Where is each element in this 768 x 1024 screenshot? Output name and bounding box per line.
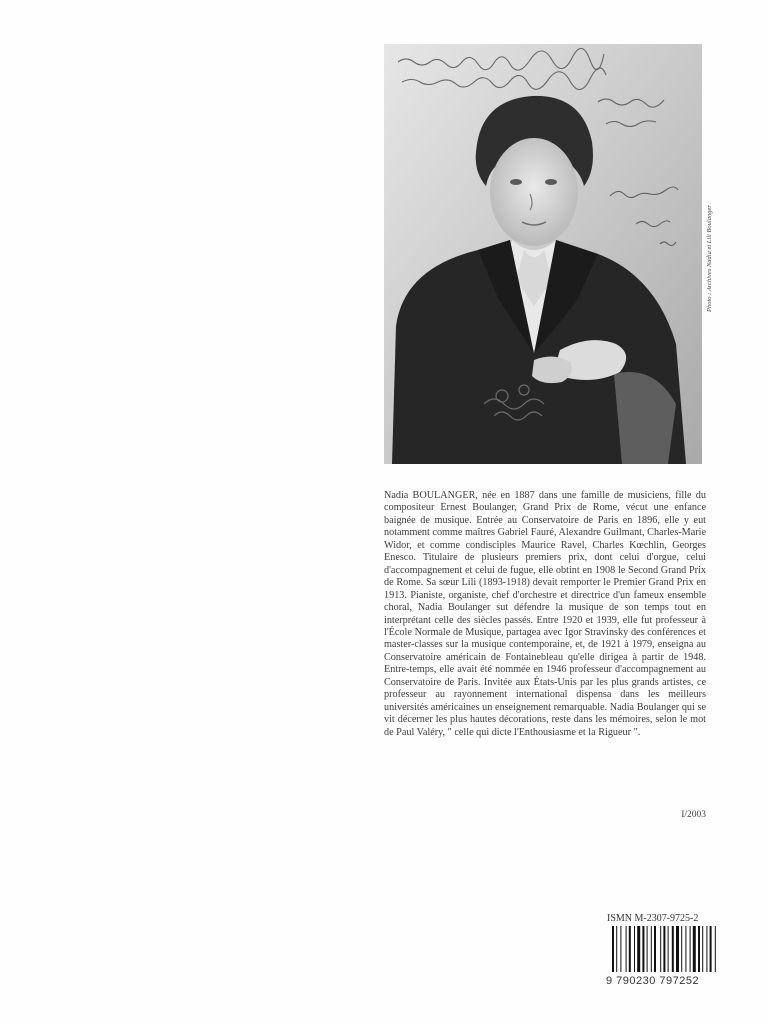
barcode-bar xyxy=(698,926,700,972)
barcode-bar xyxy=(681,926,682,972)
barcode-bar xyxy=(647,926,648,972)
barcode-bar xyxy=(690,926,691,972)
barcode-bar xyxy=(668,926,669,972)
barcode-bar xyxy=(672,926,674,972)
barcode-bar xyxy=(634,926,635,972)
barcode-bar xyxy=(685,926,686,972)
barcode-bar xyxy=(651,926,652,972)
ismn-number: ISMN M-2307-9725-2 xyxy=(607,913,699,924)
portrait-photo xyxy=(384,44,702,464)
photo-credit: Photo : Archives Nadia et Lili Boulanger xyxy=(706,205,713,312)
barcode-bar xyxy=(710,926,712,972)
barcode-bar xyxy=(626,926,627,972)
barcode-bar xyxy=(693,926,696,972)
barcode-digits: 9 790230 797252 xyxy=(606,975,700,987)
barcode xyxy=(612,926,740,972)
edition-code: I/2003 xyxy=(681,810,706,820)
barcode-bar xyxy=(706,926,707,972)
barcode-bar xyxy=(654,926,656,972)
barcode-bar xyxy=(612,926,614,972)
barcode-bar xyxy=(676,926,679,972)
barcode-bar xyxy=(663,926,665,972)
barcode-bar xyxy=(629,926,631,972)
biography-text: Nadia BOULANGER, née en 1887 dans une famille de musiciens, fille du compositeur Ernest Boulanger, Grand Prix de Rome, vécut une enfance baignée de musique. Entrée au Conservatoire de Paris en 1896, elle y eut notamment comme maîtres Gabriel Fauré, Alexandre Guilmant, Charles-Marie Widor, et comme condisciples Maurice Ravel, Charles Kœchlin, Georges Enesco. Titulaire de plusieurs premiers prix, dont celui d'orgue, celui d'accompagnement et celui de fugue, elle obtint en 1908 le Second Grand Prix de Rome. Sa sœur Lili (1893-1918) devait remporter le Premier Grand Prix en 1913. Pianiste, organiste, chef d'orchestre et directrice d'un fameux ensemble choral, Nadia Boulanger sut défendre la musique de son temps tout en interprétant celle des siècles passés. Entre 1920 et 1939, elle fut professeur à l'École Normale de Musique, partagea avec Igor Stravinsky des conférences et master-classes sur la musique contemporaine, et, de 1921 à 1979, enseigna au Conservatoire américain de Fontainebleau qu'elle dirigea à partir de 1948. Entre-temps, elle avait été nommée en 1946 professeur d'accompagnement au Conservatoire de Paris. Invitée aux États-Unis par les plus grands artistes, ce professeur au rayonnement international dispensa dans les meilleurs universités américaines un enseignement remarquable. Nadia Boulanger qui se vit décerner les plus hautes décorations, reste dans les mémoires, selon le mot de Paul Valéry, " celle qui dicte l'Enthousiasme et la Rigueur ". xyxy=(384,490,706,738)
barcode-bar xyxy=(642,926,644,972)
barcode-bar xyxy=(702,926,703,972)
barcode-bar xyxy=(660,926,661,972)
barcode-bar xyxy=(616,926,617,972)
barcode-bar xyxy=(715,926,716,972)
barcode-bar xyxy=(620,926,621,972)
barcode-bar xyxy=(637,926,640,972)
